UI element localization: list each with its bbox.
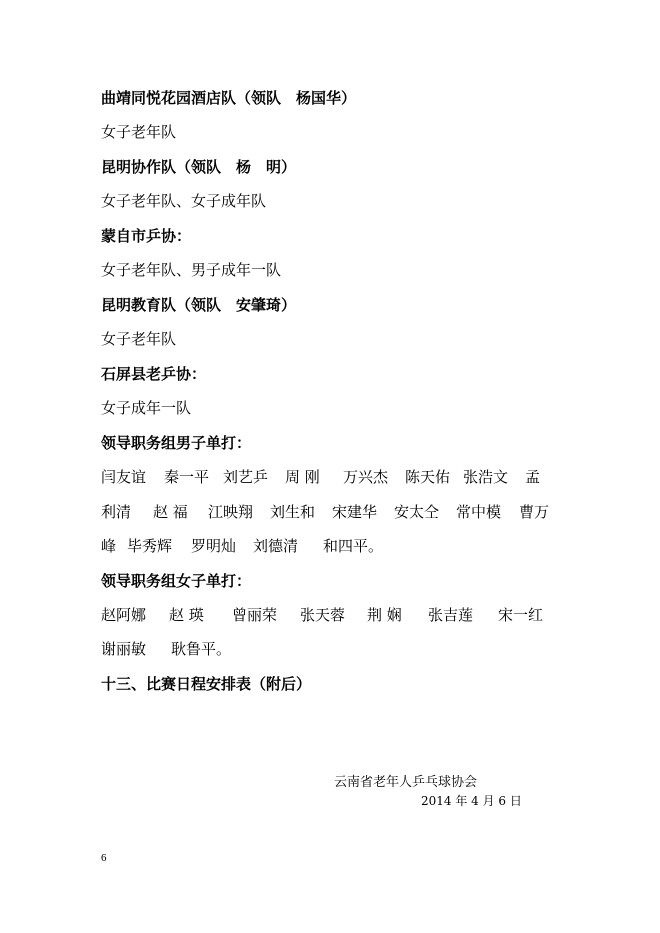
player-name: 耿鲁平。: [171, 640, 232, 658]
team-name-kunming-xiezuo: 昆明协作队（领队 杨 明）: [101, 158, 297, 176]
men-singles-title: 领导职务组男子单打：: [101, 434, 252, 452]
player-name: 孟: [525, 468, 541, 486]
player-name: 刘生和: [270, 503, 316, 521]
player-name: 安太仝: [394, 503, 440, 521]
player-name: 峰: [101, 537, 117, 555]
men-singles-row-2: [101, 502, 561, 522]
player-name: 张浩文: [463, 468, 509, 486]
section-13-heading: 十三、比赛日程安排表（附后）: [101, 675, 312, 693]
team-events-mengzi: 女子老年队、男子成年一队: [101, 261, 282, 279]
player-name: 曹万: [519, 503, 550, 521]
player-name: 刘德清: [253, 537, 299, 555]
men-singles-row-3: [101, 536, 561, 556]
team-name-shiping: 石屏县老乒协：: [101, 365, 207, 383]
women-singles-row-2: [101, 639, 561, 659]
team-events-kunming-jiaoyu: 女子老年队: [101, 330, 177, 348]
player-name: 周 刚: [285, 468, 320, 486]
page-number: 6: [101, 852, 107, 864]
player-name: 刘艺乒: [223, 468, 269, 486]
player-name: 赵阿娜: [101, 606, 147, 624]
player-name: 曾丽荣: [232, 606, 278, 624]
men-singles-row-1: [101, 467, 561, 487]
player-name: 江映翔: [208, 503, 254, 521]
women-singles-row-1: [101, 605, 561, 625]
player-name: 罗明灿: [191, 537, 237, 555]
signature-organization: 云南省老年人乒乓球协会: [334, 775, 478, 790]
player-name: 利清: [101, 503, 132, 521]
player-name: 毕秀辉: [127, 537, 173, 555]
signature-date: 2014 年 4 月 6 日: [421, 794, 522, 808]
player-name: 赵 瑛: [169, 606, 204, 624]
player-name: 张天蓉: [300, 606, 346, 624]
player-name: 万兴杰: [343, 468, 389, 486]
player-name: 宋一红: [498, 606, 544, 624]
player-name: 和四平。: [323, 537, 384, 555]
team-name-mengzi: 蒙自市乒协：: [101, 227, 192, 245]
player-name: 陈天佑: [405, 468, 451, 486]
team-name-kunming-jiaoyu: 昆明教育队（领队 安肇琦）: [101, 296, 297, 314]
player-name: 秦一平: [164, 468, 210, 486]
player-name: 荆 娴: [367, 606, 402, 624]
team-events-shiping: 女子成年一队: [101, 399, 192, 417]
team-events-kunming-xiezuo: 女子老年队、女子成年队: [101, 192, 267, 210]
player-name: 赵 福: [153, 503, 188, 521]
player-name: 常中模: [456, 503, 502, 521]
player-name: 张吉莲: [428, 606, 474, 624]
player-name: 宋建华: [332, 503, 378, 521]
team-events-qujing: 女子老年队: [101, 123, 177, 141]
women-singles-title: 领导职务组女子单打：: [101, 572, 252, 590]
player-name: 谢丽敏: [101, 640, 147, 658]
team-name-qujing: 曲靖同悦花园酒店队（领队 杨国华）: [101, 89, 357, 107]
player-name: 闫友谊: [101, 468, 147, 486]
